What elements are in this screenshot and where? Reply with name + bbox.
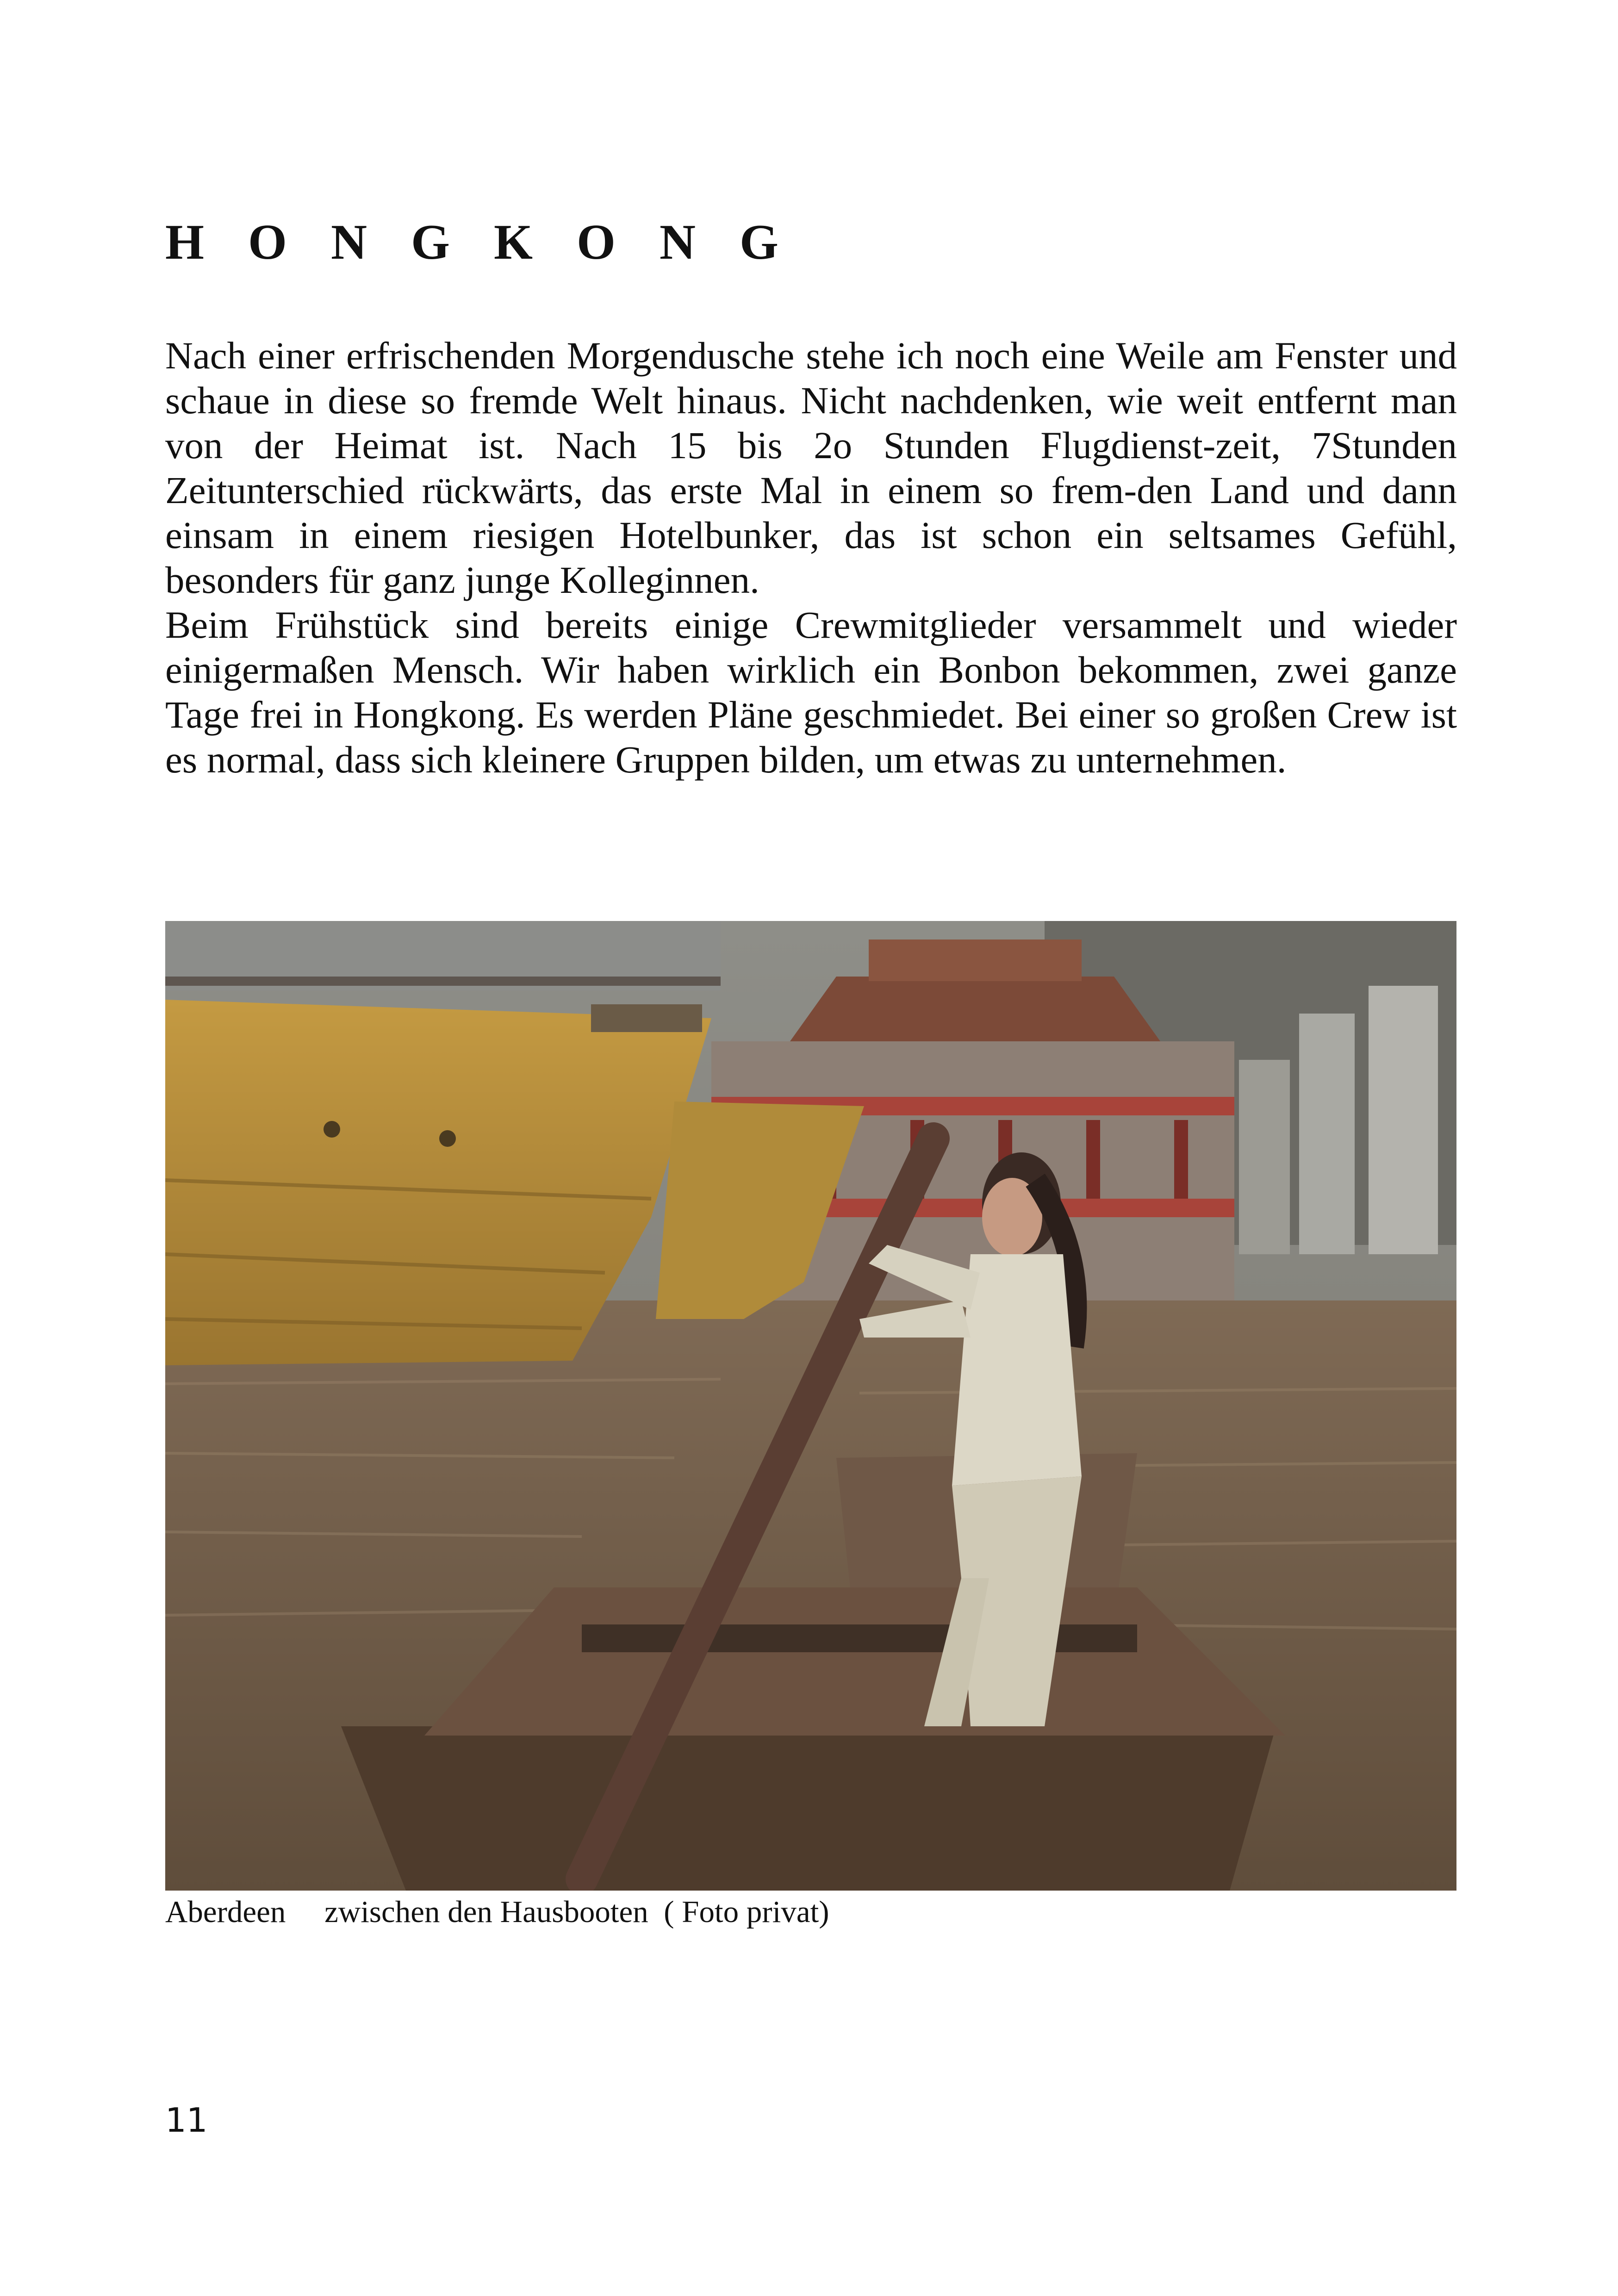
page-number: 11	[165, 2101, 208, 2140]
body-text	[165, 333, 1457, 782]
page-title: H O N G K O N G	[165, 215, 795, 270]
aberdeen-photo	[165, 921, 1456, 1891]
paragraph: Beim Frühstück sind bereits einige Crewmitglieder versammelt und wieder einigermaßen Mensch. Wir haben wirklich ein Bonbon bekommen, zwei ganze Tage frei in Hongkong. Es werden Pläne geschmiedet. Bei einer so großen Crew ist es normal, dass sich kleinere Gruppen bilden, um etwas zu unternehmen.	[165, 604, 1457, 781]
paragraph: Nach einer erfrischenden Morgendusche stehe ich noch eine Weile am Fenster und schaue in diese so fremde Welt hinaus. Nicht nachdenken, wie weit entfernt man von der Heimat ist. Nach 15 bis 2o Stunden Flugdienst-zeit, 7Stunden Zeitunterschied rückwärts, das erste Mal in einem so frem-den Land und dann einsam in einem riesigen Hotelbunker, das ist schon ein seltsames Gefühl, besonders für ganz junge Kolleginnen.	[165, 334, 1457, 601]
photo-caption: Aberdeen zwischen den Hausbooten ( Foto privat)	[165, 1895, 829, 1929]
